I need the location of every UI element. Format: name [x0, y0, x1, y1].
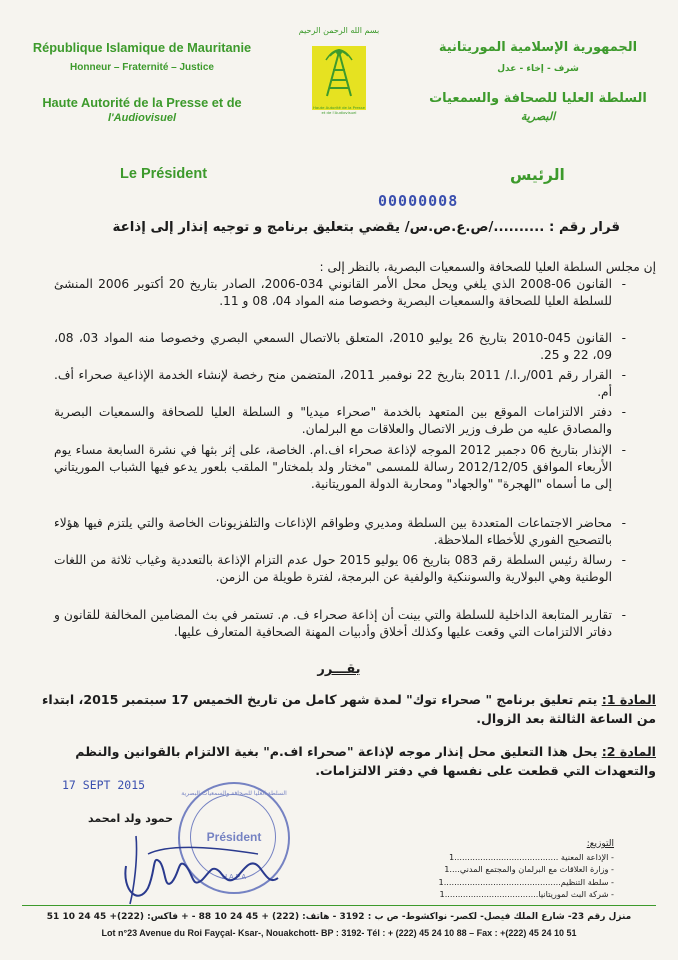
ar-president: الرئيس — [510, 166, 565, 184]
consideration-item: - محاضر الاجتماعات المتعددة بين السلطة ومديري وطواقم الإذاعات والتلفزيونات الخاصة والتي يلتزم فيها هؤلاء بالتصحيح الفوري للأخطاء الملاحظة. — [54, 516, 626, 547]
distribution-item: - وزارة العلاقات مع البرلمان والمجتمع المدني....1 — [444, 864, 614, 875]
decides-heading: يقـــرر — [317, 662, 361, 677]
consideration-item: - رسالة رئيس السلطة رقم 083 بتاريخ 06 يوليو 2015 حول عدم التزام الإذاعة بالتعددية وغياب ثلاثة من اللغات الوطنية وهي البولارية والسوننكية والولفية عن البرمجة، لفترة طويلة من الزمن. — [54, 553, 626, 584]
distribution-item: - سلطة التنظيم.............................................1 — [438, 876, 614, 887]
distribution-item: - شركة البث لموريتانيا....................................1 — [439, 889, 614, 900]
distribution-item: - الإذاعة المعنية ........................................1 — [448, 851, 614, 862]
article-2 — [20, 742, 656, 780]
distribution-list — [344, 838, 614, 901]
consideration-item: - دفتر الالتزامات الموقع بين المتعهد بالخدمة "صحراء ميديا" و السلطة العليا للصحافة والسمعيات البصرية والمصادق عليه من طرف وزير الاتصال والعلاقات مع البرلمان. — [54, 405, 626, 436]
consideration-item: - تقارير المتابعة الداخلية للسلطة والتي بينت أن إذاعة صحراء ف. م. تستمر في بث المضامين المخالفة للقانون و دفاتر الالتزامات التي وقعت عليها وكذلك أخلاق وأدبيات المهنة الصحافية المتعارف عليها. — [54, 608, 626, 639]
article-label: المادة 2: — [601, 744, 656, 759]
fr-motto: Honneur – Fraternité – Justice — [70, 62, 214, 73]
fr-president: Le Président — [120, 166, 208, 182]
ar-country: الجمهورية الإسلامية الموريتانية — [438, 40, 638, 55]
seal-ring-text: السلطة العليا للصحافة والسمعيات البصرية — [181, 790, 287, 797]
hapa-logo — [312, 46, 366, 115]
consideration-item: - القرار رقم 001/ر.ا./ 2011 بتاريخ 22 نوفمبر 2011، المتضمن منح رخصة لإنشاء الخدمة الإذاعية صحراء أف. أم. — [54, 368, 626, 399]
basmala: بسم الله الرحمن الرحيم — [298, 26, 380, 35]
antenna-tower-icon — [312, 46, 366, 102]
decision-number-stamp: 00000008 — [378, 192, 459, 210]
article-1 — [20, 690, 656, 728]
date-stamp: 17 SEPT 2015 — [62, 778, 146, 792]
signatory-name: حمود ولد امحمد — [88, 812, 174, 825]
article-text: يتم تعليق برنامج " صحراء توك" لمدة شهر كامل من تاريخ الخميس 17 سبتمبر 2015، ابتداء من الساعة الثالثة بعد الزوال. — [41, 692, 656, 726]
article-label: المادة 1: — [601, 692, 656, 707]
consideration-item: - القانون 06-2008 الذي يلغي ويحل محل الأمر القانوني 034-2006، الصادر بتاريخ 20 أكتوبر 2006 المنشئ للسلطة العليا للصحافة والسمعيات البصرية وخصوصا منه المواد 04، 08 و 11. — [54, 277, 626, 308]
distribution-title: التوزيع: — [586, 839, 614, 849]
handwritten-signature — [108, 818, 288, 910]
ar-authority-line1: السلطة العليا للصحافة والسمعيات — [429, 91, 647, 106]
article-text: يحل هذا التعليق محل إنذار موجه لإذاعة "صحراء اف.م" بغية الالتزام بالقوانين والنظم والتعهدات التي قطعت على نفسها في دفتر الالتزامات. — [75, 744, 656, 778]
decision-title: قرار رقم : ........../ص.ع.ص.س/ يقضي بتعليق برنامج و توجيه إنذار إلى إذاعة — [112, 220, 620, 235]
consideration-item: - القانون 045-2010 بتاريخ 26 يوليو 2010، المتعلق بالاتصال السمعي البصري وخصوصا منه المواد 03، 08، 09، 22 و 25. — [54, 331, 626, 362]
decision-intro: إن مجلس السلطة العليا للصحافة والسمعيات البصرية، بالنظر إلى : — [319, 260, 656, 274]
ar-motto: شرف - إخاء - عدل — [497, 64, 579, 74]
footer-address-fr: Lot n°23 Avenue du Roi Fayçal- Ksar-, Nouakchott- BP : 3192- Tél : + (222) 45 24 10 88 – Fax : +(222) 45 24 10 51 — [101, 928, 577, 938]
footer-divider — [22, 905, 656, 906]
fr-country: République Islamique de Mauritanie — [32, 40, 252, 55]
fr-authority-line2: l'Audiovisuel — [107, 112, 176, 124]
fr-authority-line1: Haute Autorité de la Presse et de — [42, 95, 242, 110]
seal-text: Président — [206, 830, 262, 844]
seal-abbr: H.A.P.A — [222, 874, 246, 881]
consideration-item: - الإنذار بتاريخ 06 دجمبر 2012 الموجه لإذاعة صحراء اف.ام. الخاصة، على إثر بثها في نشرة السابعة مساء يوم الأربعاء الموافق 2012/12/05 رسالة للمسمى "مختار ولد بلمختار" الملقب بلعور يدعو فيها الشباب الموريتاني إلى ما أسماه "الهجرة" "والجهاد" ومحاربة الدولة الموريتانية. — [54, 443, 626, 491]
logo-caption: Haute Autorité de la Presse et de l'Audiovisuel — [313, 105, 365, 115]
footer-address-ar: منزل رقم 23- شارع الملك فيصل- لكصر- نواكشوط- ص ب : 3192 - هاتف: (222) + 45 24 10 88 - + فاكس: (222)+ 45 24 10 51 — [46, 912, 632, 922]
ar-authority-line2: البصرية — [520, 110, 556, 123]
